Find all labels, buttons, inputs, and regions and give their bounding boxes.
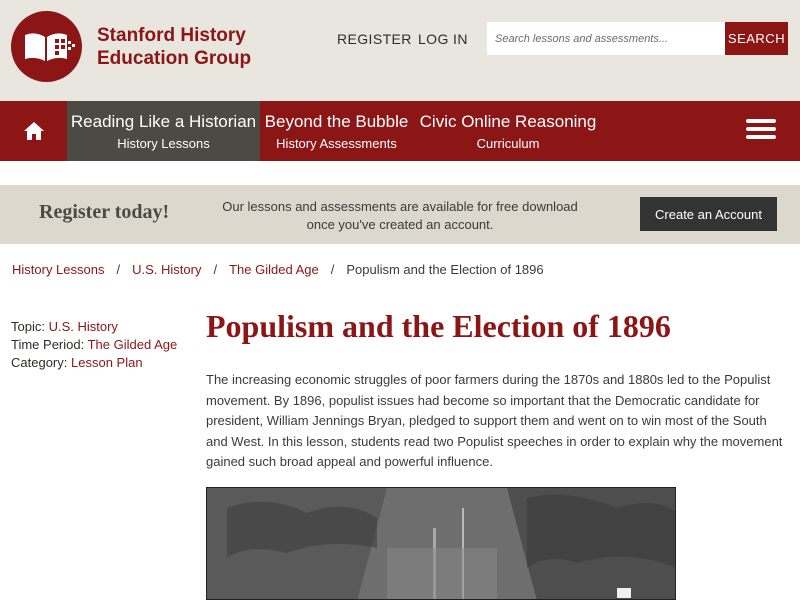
- nav-item-title: Beyond the Bubble: [264, 112, 409, 131]
- breadcrumb-separator: /: [213, 262, 218, 277]
- search-input[interactable]: [487, 22, 725, 55]
- menu-icon[interactable]: [746, 119, 776, 143]
- home-icon: [23, 121, 45, 141]
- meta-label: Time Period:: [11, 337, 85, 352]
- lesson-description: The increasing economic struggles of poor farmers during the 1870s and 1880s led to the Populist movement. By 1896, populist issues had become so important that the Democratic candidate for president, William Jennings Bryan, pledged to support them and went on to win most of the South and West. In this lesson, students read two Populist speeches in order to explain why the movement gained such broad appeal and powerful influence.: [206, 372, 783, 469]
- banner-title: Register today!: [39, 201, 170, 223]
- breadcrumb-separator: /: [330, 262, 335, 277]
- lesson-photo: [206, 487, 676, 600]
- nav-item-subtitle: Curriculum: [476, 136, 540, 151]
- nav-reading-like-a-historian[interactable]: [67, 101, 260, 161]
- breadcrumb-item[interactable]: The Gilded Age: [229, 262, 319, 277]
- site-name[interactable]: [97, 24, 251, 70]
- logo-book-icon[interactable]: [11, 11, 82, 82]
- meta-category: [11, 354, 177, 372]
- lesson-meta: [11, 318, 177, 372]
- meta-period: [11, 336, 177, 354]
- breadcrumb-current: Populism and the Election of 1896: [346, 262, 544, 277]
- breadcrumb-item[interactable]: U.S. History: [132, 262, 202, 277]
- meta-topic-link[interactable]: U.S. History: [48, 319, 118, 334]
- nav-beyond-the-bubble[interactable]: [260, 101, 413, 161]
- breadcrumb-item[interactable]: History Lessons: [12, 262, 105, 277]
- meta-category-link[interactable]: Lesson Plan: [71, 355, 143, 370]
- breadcrumb-separator: /: [116, 262, 121, 277]
- login-link[interactable]: LOG IN: [418, 31, 468, 47]
- page-title: Populism and the Election of 1896: [206, 308, 671, 344]
- site-header: [0, 0, 800, 101]
- home-button[interactable]: [0, 101, 67, 161]
- nav-item-title: Reading Like a Historian: [70, 112, 257, 131]
- main-nav: [0, 101, 800, 161]
- nav-item-subtitle: History Lessons: [117, 136, 210, 151]
- meta-topic: [11, 318, 177, 336]
- meta-label: Topic:: [11, 319, 45, 334]
- breadcrumb: [12, 262, 544, 277]
- create-account-button[interactable]: Create an Account: [640, 197, 777, 231]
- banner-text: Our lessons and assessments are available for free download once you've created an account.: [222, 199, 578, 232]
- site-name-line1: Stanford History: [97, 25, 246, 46]
- nav-item-title: Civic Online Reasoning: [419, 112, 597, 131]
- search-button[interactable]: SEARCH: [725, 22, 788, 55]
- meta-label: Category:: [11, 355, 68, 370]
- nav-civic-online-reasoning[interactable]: [413, 101, 603, 161]
- meta-period-link[interactable]: The Gilded Age: [87, 337, 178, 352]
- site-name-line2: Education Group: [97, 48, 252, 69]
- nav-item-subtitle: History Assessments: [276, 136, 397, 151]
- register-link[interactable]: REGISTER: [337, 31, 412, 47]
